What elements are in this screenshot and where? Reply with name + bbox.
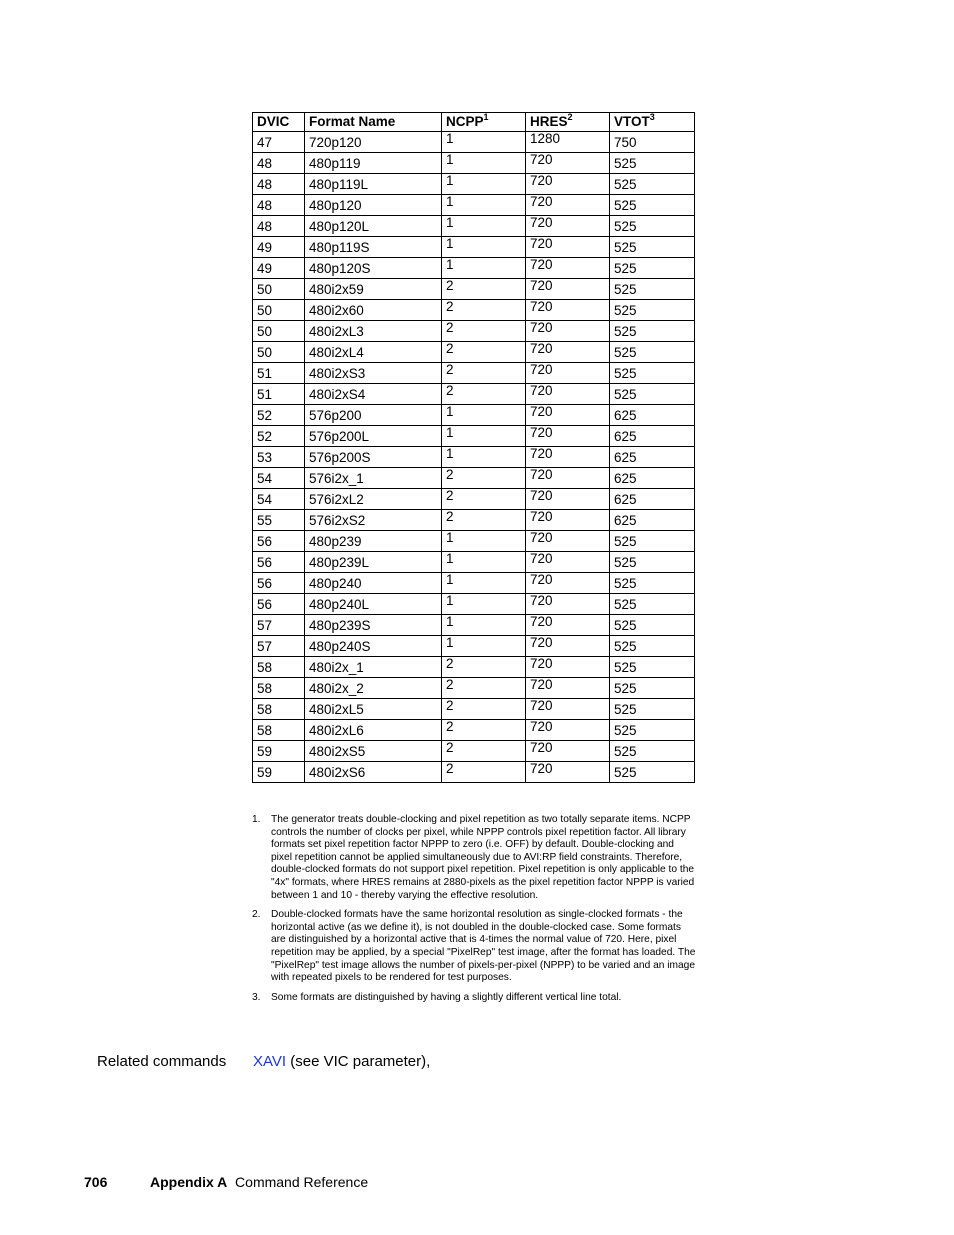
format-name-cell: 480i2xS4 <box>305 384 442 405</box>
ncpp-cell: 1 <box>442 573 526 594</box>
xavi-link[interactable]: XAVI <box>253 1053 287 1070</box>
vtot-cell: 525 <box>610 384 695 405</box>
table-row <box>253 573 695 594</box>
hres-cell: 720 <box>526 363 610 384</box>
hres-cell: 720 <box>526 384 610 405</box>
format-name-cell: 480i2x59 <box>305 279 442 300</box>
format-name-cell: 480i2xL6 <box>305 720 442 741</box>
format-name-cell: 480p119 <box>305 153 442 174</box>
dvic-cell: 50 <box>253 321 305 342</box>
hres-cell: 720 <box>526 741 610 762</box>
ncpp-cell: 2 <box>442 342 526 363</box>
hres-cell: 720 <box>526 678 610 699</box>
ncpp-cell: 2 <box>442 279 526 300</box>
format-name-cell: 480p239 <box>305 531 442 552</box>
table-row <box>253 237 695 258</box>
table-row <box>253 699 695 720</box>
format-name-cell: 576i2xS2 <box>305 510 442 531</box>
vtot-cell: 525 <box>610 573 695 594</box>
table-row <box>253 405 695 426</box>
dvic-cell: 48 <box>253 195 305 216</box>
section-title: Command Reference <box>235 1174 369 1190</box>
format-name-cell: 480p240L <box>305 594 442 615</box>
vtot-cell: 525 <box>610 237 695 258</box>
header-format-name: Format Name <box>305 113 442 132</box>
ncpp-cell: 2 <box>442 741 526 762</box>
format-name-cell: 480i2xS3 <box>305 363 442 384</box>
related-commands <box>97 1053 430 1070</box>
vtot-cell: 525 <box>610 762 695 783</box>
table-row <box>253 216 695 237</box>
hres-cell: 720 <box>526 489 610 510</box>
hres-cell: 720 <box>526 426 610 447</box>
format-table <box>252 112 695 783</box>
table-row <box>253 174 695 195</box>
ncpp-cell: 1 <box>442 552 526 573</box>
hres-cell: 720 <box>526 300 610 321</box>
vtot-cell: 750 <box>610 132 695 153</box>
dvic-cell: 48 <box>253 216 305 237</box>
footnote-1 <box>252 814 696 902</box>
hres-cell: 720 <box>526 321 610 342</box>
ncpp-cell: 2 <box>442 363 526 384</box>
hres-cell: 720 <box>526 279 610 300</box>
dvic-cell: 54 <box>253 468 305 489</box>
ncpp-cell: 1 <box>442 237 526 258</box>
dvic-cell: 53 <box>253 447 305 468</box>
dvic-cell: 59 <box>253 762 305 783</box>
table-row <box>253 195 695 216</box>
table-row <box>253 489 695 510</box>
format-name-cell: 480i2xS6 <box>305 762 442 783</box>
hres-cell: 720 <box>526 342 610 363</box>
vtot-cell: 525 <box>610 342 695 363</box>
page-footer <box>84 1174 368 1190</box>
hres-cell: 720 <box>526 237 610 258</box>
hres-cell: 720 <box>526 531 610 552</box>
ncpp-cell: 2 <box>442 720 526 741</box>
vtot-cell: 525 <box>610 615 695 636</box>
format-name-cell: 480i2x60 <box>305 300 442 321</box>
vtot-cell: 525 <box>610 741 695 762</box>
dvic-cell: 55 <box>253 510 305 531</box>
dvic-cell: 56 <box>253 594 305 615</box>
vtot-cell: 525 <box>610 216 695 237</box>
format-name-cell: 480i2xL3 <box>305 321 442 342</box>
table-row <box>253 741 695 762</box>
table-row <box>253 384 695 405</box>
ncpp-cell: 2 <box>442 321 526 342</box>
format-name-cell: 576p200S <box>305 447 442 468</box>
format-name-cell: 480p119L <box>305 174 442 195</box>
hres-cell: 720 <box>526 510 610 531</box>
format-name-cell: 480p239S <box>305 615 442 636</box>
table-row <box>253 447 695 468</box>
hres-cell: 720 <box>526 657 610 678</box>
ncpp-cell: 2 <box>442 510 526 531</box>
table-row <box>253 636 695 657</box>
hres-cell: 720 <box>526 174 610 195</box>
table-row <box>253 342 695 363</box>
format-name-cell: 480p239L <box>305 552 442 573</box>
related-commands-note: (see VIC parameter), <box>286 1053 431 1070</box>
vtot-cell: 525 <box>610 657 695 678</box>
dvic-cell: 57 <box>253 636 305 657</box>
ncpp-cell: 1 <box>442 636 526 657</box>
dvic-cell: 47 <box>253 132 305 153</box>
format-name-cell: 480p120 <box>305 195 442 216</box>
hres-cell: 720 <box>526 573 610 594</box>
dvic-cell: 52 <box>253 405 305 426</box>
hres-cell: 720 <box>526 762 610 783</box>
table-row <box>253 321 695 342</box>
hres-cell: 720 <box>526 552 610 573</box>
header-hres: HRES$^2$ <box>526 113 610 132</box>
hres-cell: 720 <box>526 699 610 720</box>
table-row <box>253 468 695 489</box>
appendix-label: Appendix A <box>150 1174 228 1190</box>
dvic-cell: 58 <box>253 720 305 741</box>
vtot-cell: 525 <box>610 258 695 279</box>
footnotes <box>252 814 696 1011</box>
format-name-cell: 480p240 <box>305 573 442 594</box>
format-name-cell: 576p200 <box>305 405 442 426</box>
format-name-cell: 480i2xL5 <box>305 699 442 720</box>
ncpp-cell: 1 <box>442 153 526 174</box>
hres-cell: 720 <box>526 216 610 237</box>
format-name-cell: 480i2xL4 <box>305 342 442 363</box>
hres-cell: 720 <box>526 615 610 636</box>
format-name-cell: 720p120 <box>305 132 442 153</box>
dvic-cell: 56 <box>253 552 305 573</box>
footnote-text: Double-clocked formats have the same horizontal resolution as single-clocked formats - the horizontal active (as we define it), is not doubled in the double-clocked case. Some formats are distinguished by a horizontal active that is 4-times the normal value of 720. Here, pixel repetition may be applied, by a special "PixelRep" test image, after the format has loaded. The "PixelRep" test image allows the number of pixels-per-pixel (NPPP) to be varied and an image with repeated pixels to be rendered for test purposes. <box>271 909 696 984</box>
ncpp-cell: 2 <box>442 300 526 321</box>
header-vtot: VTOT$^3$ <box>610 113 695 132</box>
format-name-cell: 480p120L <box>305 216 442 237</box>
dvic-cell: 49 <box>253 258 305 279</box>
vtot-cell: 525 <box>610 531 695 552</box>
ncpp-cell: 1 <box>442 594 526 615</box>
table-row <box>253 132 695 153</box>
ncpp-cell: 2 <box>442 678 526 699</box>
header-dvic: DVIC <box>253 113 305 132</box>
vtot-cell: 525 <box>610 153 695 174</box>
ncpp-cell: 1 <box>442 132 526 153</box>
table-row <box>253 510 695 531</box>
format-name-cell: 480p240S <box>305 636 442 657</box>
vtot-cell: 625 <box>610 405 695 426</box>
ncpp-cell: 2 <box>442 384 526 405</box>
table-row <box>253 426 695 447</box>
footnote-number: 1. <box>252 814 261 825</box>
ncpp-cell: 2 <box>442 468 526 489</box>
ncpp-cell: 1 <box>442 447 526 468</box>
hres-cell: 720 <box>526 468 610 489</box>
footnote-ref-1: 1 <box>483 111 489 122</box>
footnote-text: Some formats are distinguished by having a slightly different vertical line total. <box>271 991 622 1003</box>
page-number: 706 <box>84 1174 108 1190</box>
vtot-cell: 525 <box>610 195 695 216</box>
dvic-cell: 56 <box>253 531 305 552</box>
vtot-cell: 525 <box>610 279 695 300</box>
dvic-cell: 59 <box>253 741 305 762</box>
table-row <box>253 552 695 573</box>
format-name-cell: 480i2x_2 <box>305 678 442 699</box>
table-row <box>253 531 695 552</box>
vtot-cell: 525 <box>610 300 695 321</box>
dvic-cell: 57 <box>253 615 305 636</box>
hres-cell: 720 <box>526 405 610 426</box>
dvic-cell: 58 <box>253 678 305 699</box>
ncpp-cell: 2 <box>442 762 526 783</box>
table-row <box>253 300 695 321</box>
dvic-cell: 52 <box>253 426 305 447</box>
dvic-cell: 48 <box>253 174 305 195</box>
vtot-cell: 625 <box>610 426 695 447</box>
related-commands-label: Related commands <box>97 1053 227 1070</box>
format-name-cell: 576p200L <box>305 426 442 447</box>
dvic-cell: 48 <box>253 153 305 174</box>
footnote-2 <box>252 909 696 985</box>
dvic-cell: 50 <box>253 300 305 321</box>
ncpp-cell: 2 <box>442 489 526 510</box>
format-name-cell: 480p120S <box>305 258 442 279</box>
dvic-cell: 50 <box>253 279 305 300</box>
table-row <box>253 363 695 384</box>
hres-cell: 720 <box>526 195 610 216</box>
table-row <box>253 657 695 678</box>
footnote-3 <box>252 992 696 1005</box>
hres-cell: 720 <box>526 594 610 615</box>
format-name-cell: 480i2xS5 <box>305 741 442 762</box>
table-row <box>253 615 695 636</box>
table-row <box>253 720 695 741</box>
dvic-cell: 58 <box>253 657 305 678</box>
vtot-cell: 525 <box>610 699 695 720</box>
footnote-number: 2. <box>252 909 261 921</box>
dvic-cell: 56 <box>253 573 305 594</box>
table-row <box>253 594 695 615</box>
vtot-cell: 525 <box>610 720 695 741</box>
footnote-ref-3: 3 <box>649 111 655 122</box>
table-row <box>253 258 695 279</box>
dvic-cell: 51 <box>253 384 305 405</box>
format-name-cell: 576i2x_1 <box>305 468 442 489</box>
dvic-cell: 58 <box>253 699 305 720</box>
vtot-cell: 625 <box>610 468 695 489</box>
table-row <box>253 279 695 300</box>
header-ncpp: NCPP$^1$ <box>442 113 526 132</box>
vtot-cell: 625 <box>610 447 695 468</box>
ncpp-cell: 1 <box>442 531 526 552</box>
table-header-row <box>253 113 695 132</box>
hres-cell: 720 <box>526 447 610 468</box>
vtot-cell: 525 <box>610 363 695 384</box>
vtot-cell: 525 <box>610 321 695 342</box>
footnote-number: 3. <box>252 991 261 1003</box>
ncpp-cell: 2 <box>442 699 526 720</box>
vtot-cell: 525 <box>610 552 695 573</box>
vtot-cell: 525 <box>610 594 695 615</box>
ncpp-cell: 1 <box>442 258 526 279</box>
ncpp-cell: 1 <box>442 426 526 447</box>
dvic-cell: 51 <box>253 363 305 384</box>
ncpp-cell: 1 <box>442 174 526 195</box>
footnote-text: The generator treats double-clocking and pixel repetition as two totally separate items. NCPP controls the number of clocks per pixel, while NPPP controls pixel repetition factor. All library formats set pixel repetition factor NPPP to zero (i.e. OFF) by default. Double-clocking and pixel repetition cannot be applied simultaneously due to AVI:RP field constraints. Therefore, double-clocked formats do not support pixel repetition. Pixel repetition is only applicable to the "4x" formats, where HRES remains at 2880-pixels as the pixel repetition factor NPPP is varied between 1 and 10 - thereby varying the effective resolution. <box>271 814 695 901</box>
vtot-cell: 525 <box>610 174 695 195</box>
format-name-cell: 480i2x_1 <box>305 657 442 678</box>
ncpp-cell: 1 <box>442 216 526 237</box>
dvic-cell: 49 <box>253 237 305 258</box>
ncpp-cell: 1 <box>442 615 526 636</box>
hres-cell: 720 <box>526 153 610 174</box>
vtot-cell: 625 <box>610 510 695 531</box>
hres-cell: 720 <box>526 258 610 279</box>
ncpp-cell: 2 <box>442 657 526 678</box>
hres-cell: 1280 <box>526 132 610 153</box>
vtot-cell: 525 <box>610 678 695 699</box>
dvic-cell: 50 <box>253 342 305 363</box>
hres-cell: 720 <box>526 720 610 741</box>
table-row <box>253 678 695 699</box>
hres-cell: 720 <box>526 636 610 657</box>
format-name-cell: 480p119S <box>305 237 442 258</box>
ncpp-cell: 1 <box>442 195 526 216</box>
footnote-ref-2: 2 <box>567 111 573 122</box>
format-name-cell: 576i2xL2 <box>305 489 442 510</box>
vtot-cell: 525 <box>610 636 695 657</box>
ncpp-cell: 1 <box>442 405 526 426</box>
vtot-cell: 625 <box>610 489 695 510</box>
table-row <box>253 153 695 174</box>
dvic-cell: 54 <box>253 489 305 510</box>
table-row <box>253 762 695 783</box>
